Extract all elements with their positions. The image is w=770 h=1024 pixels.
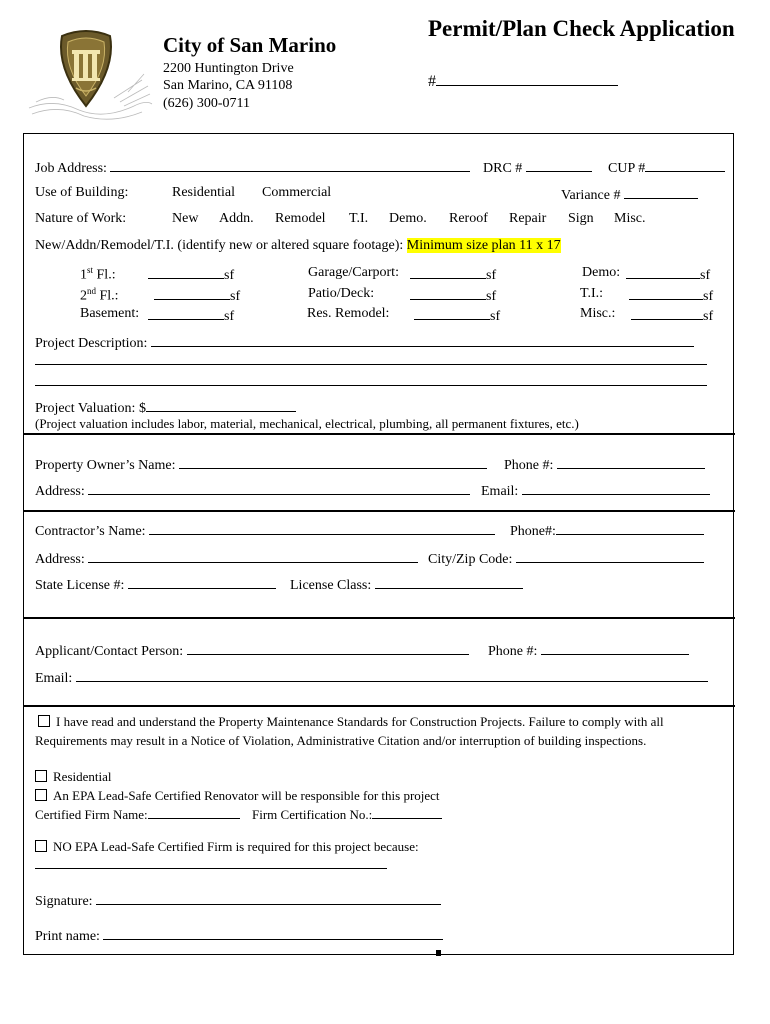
owner-email-label: Email: [481, 484, 519, 499]
nature-option-remodel[interactable]: Remodel [275, 211, 326, 226]
application-number-field[interactable] [428, 72, 618, 91]
applicant-name-label: Applicant/Contact Person: [35, 644, 184, 659]
section-divider [23, 617, 735, 619]
nature-option-addn[interactable]: Addn. [219, 211, 254, 226]
project-description-line[interactable] [35, 364, 707, 365]
second-floor-label: 2nd Fl.: [80, 286, 119, 304]
print-name-field[interactable] [35, 926, 443, 945]
contractor-phone-label: Phone#: [510, 524, 556, 539]
epa-certified-option: An EPA Lead-Safe Certified Renovator will be responsible for this project [35, 788, 440, 804]
contractor-cityzip-label: City/Zip Code: [428, 552, 513, 567]
contractor-address-label: Address: [35, 552, 85, 567]
drc-field[interactable] [483, 158, 592, 177]
acknowledgement-line-1: I have read and understand the Property Maintenance Standards for Construction Projects. Failure to comply with all [38, 714, 664, 730]
drc-label: DRC # [483, 161, 523, 176]
garage-label: Garage/Carport: [308, 265, 399, 280]
nature-option-reroof[interactable]: Reroof [449, 211, 488, 226]
contractor-name-field[interactable] [35, 521, 495, 540]
signature-field[interactable] [35, 891, 441, 910]
address-line-1: 2200 Huntington Drive [163, 61, 294, 76]
no-epa-checkbox[interactable] [35, 840, 47, 852]
address-line-2: San Marino, CA 91108 [163, 78, 293, 93]
owner-email-field[interactable] [481, 481, 710, 500]
applicant-phone-label: Phone #: [488, 644, 538, 659]
demo-sf-field[interactable]: sf [626, 265, 710, 284]
job-address-label: Job Address: [35, 161, 107, 176]
owner-name-field[interactable] [35, 455, 487, 474]
city-name: City of San Marino [163, 33, 337, 57]
signature-label: Signature: [35, 894, 93, 909]
application-number-label: # [428, 73, 436, 90]
second-floor-sf-field[interactable]: sf [154, 286, 240, 305]
nature-option-ti[interactable]: T.I. [349, 211, 369, 226]
project-valuation-label: Project Valuation: $ [35, 401, 146, 416]
section-divider [23, 433, 735, 435]
misc-label: Misc.: [580, 306, 616, 321]
page-marker [436, 950, 441, 956]
contractor-name-label: Contractor’s Name: [35, 524, 146, 539]
res-remodel-label: Res. Remodel: [307, 306, 390, 321]
misc-sf-field[interactable]: sf [631, 306, 713, 325]
license-class-label: License Class: [290, 578, 372, 593]
city-seal-logo [24, 28, 154, 128]
state-license-field[interactable] [35, 575, 276, 594]
no-epa-reason-line[interactable] [35, 868, 387, 869]
demo-label: Demo: [582, 265, 621, 280]
residential-checkbox[interactable] [35, 770, 47, 782]
owner-phone-field[interactable] [504, 455, 705, 474]
project-description-label: Project Description: [35, 336, 148, 351]
acknowledgement-line-2: Requirements may result in a Notice of Violation, Administrative Citation and/or interruption of building inspections. [35, 733, 647, 748]
no-epa-option: NO EPA Lead-Safe Certified Firm is required for this project because: [35, 839, 419, 855]
project-valuation-note: (Project valuation includes labor, material, mechanical, electrical, plumbing, all permanent fixtures, etc.) [35, 416, 579, 431]
print-name-label: Print name: [35, 929, 100, 944]
nature-option-new[interactable]: New [172, 211, 199, 226]
project-valuation-field[interactable] [35, 398, 296, 417]
first-floor-label: 1st Fl.: [80, 265, 116, 283]
ti-label: T.I.: [580, 286, 604, 301]
applicant-name-field[interactable] [35, 641, 469, 660]
section-divider [23, 705, 735, 707]
first-floor-sf-field[interactable]: sf [148, 265, 234, 284]
patio-label: Patio/Deck: [308, 286, 375, 301]
firm-certification-label: Firm Certification No.: [252, 807, 373, 822]
project-description-field[interactable] [35, 333, 694, 352]
variance-label: Variance # [561, 188, 621, 203]
basement-label: Basement: [80, 306, 140, 321]
contractor-phone-field[interactable] [510, 521, 704, 540]
project-description-line[interactable] [35, 385, 707, 386]
applicant-phone-field[interactable] [488, 641, 689, 660]
nature-option-sign[interactable]: Sign [568, 211, 594, 226]
section-divider [23, 510, 735, 512]
nature-option-demo[interactable]: Demo. [389, 211, 427, 226]
contractor-address-field[interactable] [35, 549, 418, 568]
form-border [23, 133, 734, 955]
variance-field[interactable] [561, 185, 698, 204]
ti-sf-field[interactable]: sf [629, 286, 713, 305]
use-option-residential[interactable]: Residential [172, 185, 235, 200]
acknowledgement-checkbox[interactable] [38, 715, 50, 727]
epa-certified-checkbox[interactable] [35, 789, 47, 801]
patio-sf-field[interactable]: sf [410, 286, 496, 305]
nature-option-repair[interactable]: Repair [509, 211, 547, 226]
applicant-email-field[interactable] [35, 668, 708, 687]
square-footage-instruction: New/Addn/Remodel/T.I. (identify new or altered square footage): [35, 238, 404, 253]
owner-address-field[interactable] [35, 481, 470, 500]
garage-sf-field[interactable]: sf [410, 265, 496, 284]
use-option-commercial[interactable]: Commercial [262, 185, 332, 200]
square-footage-note [35, 238, 561, 254]
job-address-field[interactable] [35, 158, 470, 177]
owner-name-label: Property Owner’s Name: [35, 458, 176, 473]
use-of-building-label: Use of Building: [35, 185, 129, 200]
license-class-field[interactable] [290, 575, 523, 594]
nature-of-work-label: Nature of Work: [35, 211, 127, 226]
owner-phone-label: Phone #: [504, 458, 554, 473]
certified-firm-name-field[interactable] [35, 805, 240, 823]
cup-field[interactable] [608, 158, 725, 177]
basement-sf-field[interactable]: sf [148, 306, 234, 325]
contractor-cityzip-field[interactable] [428, 549, 704, 568]
city-phone: (626) 300-0711 [163, 96, 250, 111]
owner-address-label: Address: [35, 484, 85, 499]
certified-firm-name-label: Certified Firm Name: [35, 807, 148, 822]
state-license-label: State License #: [35, 578, 125, 593]
residential-option: Residential [35, 769, 112, 785]
applicant-email-label: Email: [35, 671, 73, 686]
res-remodel-sf-field[interactable]: sf [414, 306, 500, 325]
minimum-plan-size-highlight: Minimum size plan 11 x 17 [406, 238, 561, 253]
nature-option-misc[interactable]: Misc. [614, 211, 646, 226]
firm-certification-field[interactable] [252, 805, 442, 823]
cup-label: CUP # [608, 161, 646, 176]
form-title: Permit/Plan Check Application [428, 16, 735, 41]
